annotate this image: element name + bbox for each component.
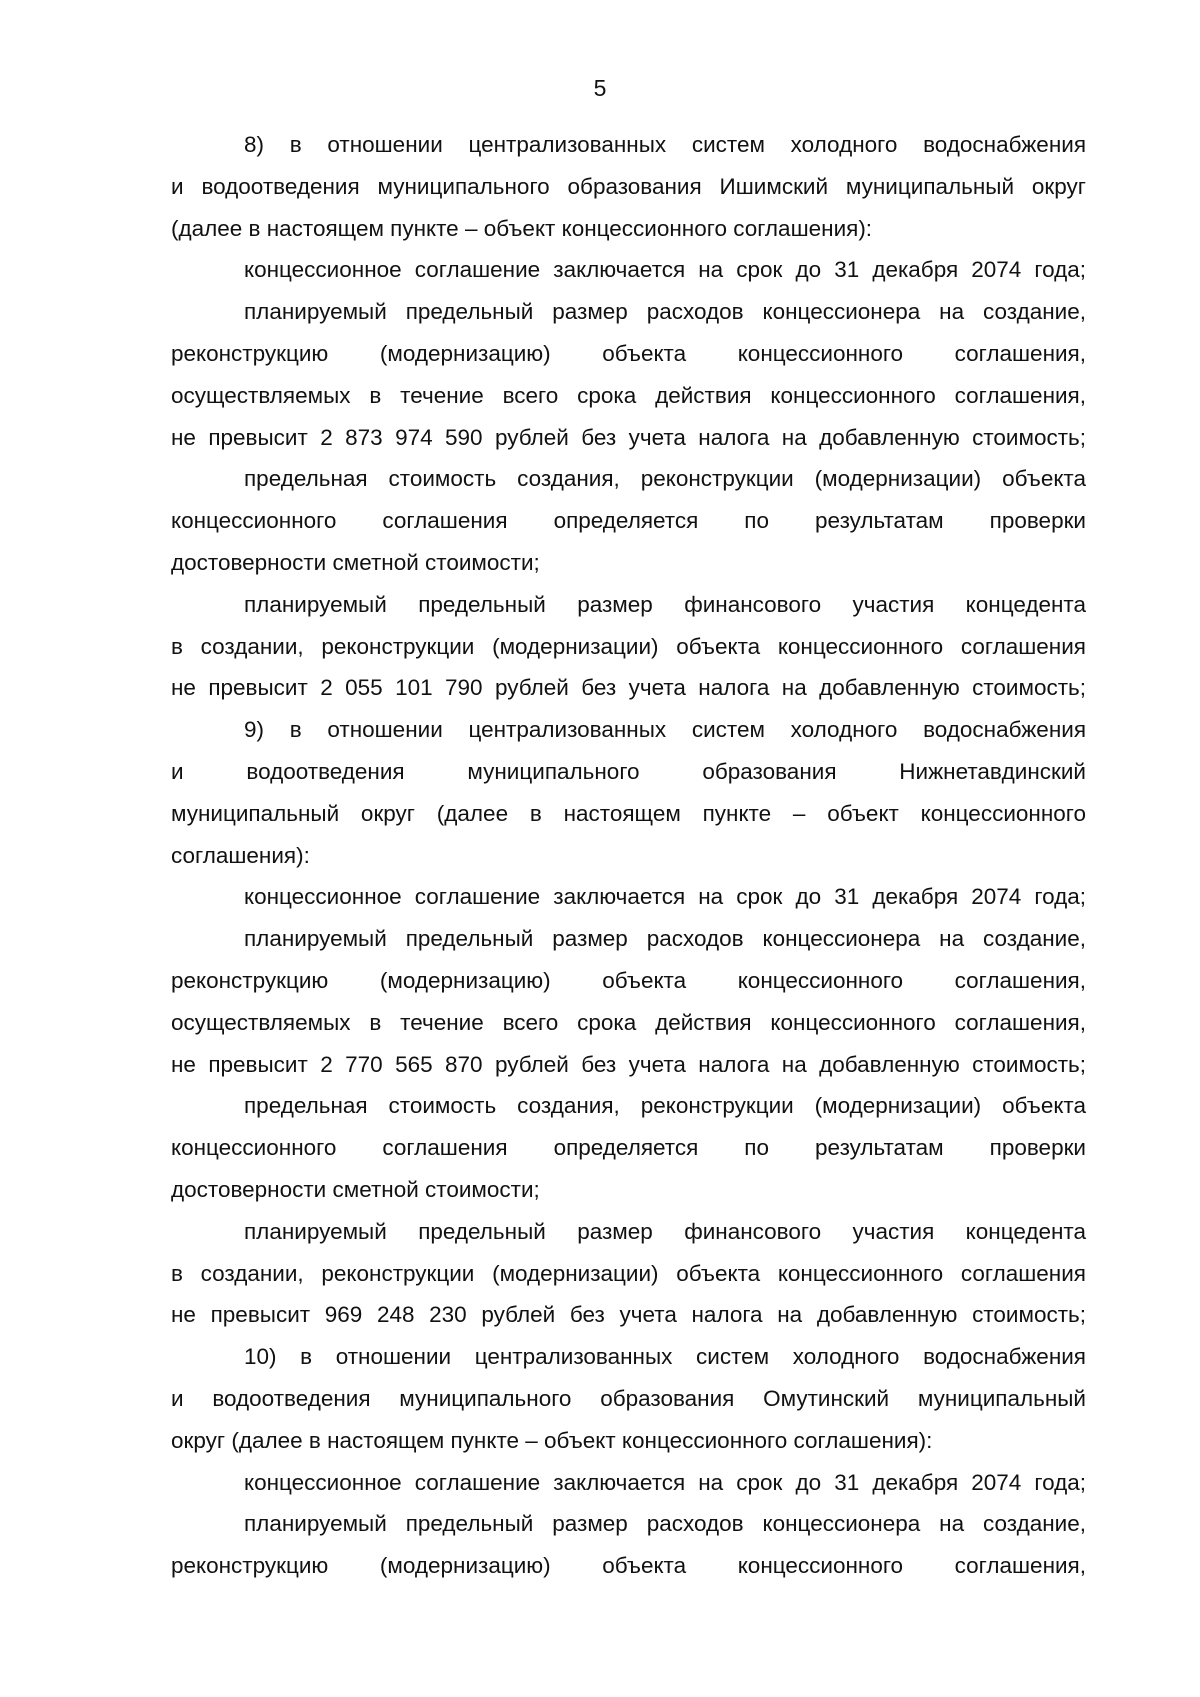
text-line: концессионного соглашения определяется по результатам проверки <box>171 508 1086 534</box>
text-line: и водоотведения муниципального образования Ишимский муниципальный округ <box>171 173 1086 199</box>
text-line: концессионного соглашения определяется по результатам проверки <box>171 1135 1086 1161</box>
text-line: реконструкцию (модернизацию) объекта концессионного соглашения, <box>171 967 1086 993</box>
text-line: не превысит 2 770 565 870 рублей без учета налога на добавленную стоимость; <box>171 1051 1086 1077</box>
text-line: реконструкцию (модернизацию) объекта концессионного соглашения, <box>171 1553 1086 1579</box>
document-body <box>171 124 1086 1587</box>
text-line: муниципальный округ (далее в настоящем пункте – объект концессионного <box>171 800 1086 826</box>
text-line: планируемый предельный размер финансового участия концедента <box>244 591 1086 617</box>
text-line: не превысит 2 873 974 590 рублей без учета налога на добавленную стоимость; <box>171 424 1086 450</box>
text-line: 8) в отношении централизованных систем холодного водоснабжения <box>244 132 1086 157</box>
text-line: концессионное соглашение заключается на срок до 31 декабря 2074 года; <box>244 884 1086 910</box>
text-line: планируемый предельный размер расходов концессионера на создание, <box>244 1511 1086 1537</box>
text-line: реконструкцию (модернизацию) объекта концессионного соглашения, <box>171 340 1086 366</box>
text-line: в создании, реконструкции (модернизации) объекта концессионного соглашения <box>171 633 1086 659</box>
text-line: концессионное соглашение заключается на срок до 31 декабря 2074 года; <box>244 1469 1086 1495</box>
text-line: планируемый предельный размер расходов концессионера на создание, <box>244 299 1086 325</box>
text-line: соглашения): <box>171 842 310 868</box>
text-line: 10) в отношении централизованных систем холодного водоснабжения <box>244 1344 1086 1370</box>
text-line: достоверности сметной стоимости; <box>171 1176 540 1202</box>
text-line: планируемый предельный размер расходов концессионера на создание, <box>244 926 1086 952</box>
text-line: осуществляемых в течение всего срока действия концессионного соглашения, <box>171 382 1086 408</box>
text-line: концессионное соглашение заключается на срок до 31 декабря 2074 года; <box>244 257 1086 283</box>
page-number: 5 <box>593 75 607 101</box>
text-line: предельная стоимость создания, реконструкции (модернизации) объекта <box>244 1093 1086 1119</box>
text-line: осуществляемых в течение всего срока действия концессионного соглашения, <box>171 1009 1086 1035</box>
text-line: 9) в отношении централизованных систем холодного водоснабжения <box>244 717 1086 743</box>
text-line: не превысит 969 248 230 рублей без учета налога на добавленную стоимость; <box>171 1302 1086 1328</box>
text-line: округ (далее в настоящем пункте – объект концессионного соглашения): <box>171 1427 933 1453</box>
text-line: и водоотведения муниципального образования Нижнетавдинский <box>171 758 1086 784</box>
text-line: предельная стоимость создания, реконструкции (модернизации) объекта <box>244 466 1086 492</box>
text-line: планируемый предельный размер финансового участия концедента <box>244 1218 1086 1244</box>
text-line: не превысит 2 055 101 790 рублей без учета налога на добавленную стоимость; <box>171 675 1086 701</box>
text-line: и водоотведения муниципального образования Омутинский муниципальный <box>171 1385 1086 1411</box>
text-line: достоверности сметной стоимости; <box>171 549 540 575</box>
text-line: (далее в настоящем пункте – объект концессионного соглашения): <box>171 215 873 241</box>
text-line: в создании, реконструкции (модернизации) объекта концессионного соглашения <box>171 1260 1086 1286</box>
